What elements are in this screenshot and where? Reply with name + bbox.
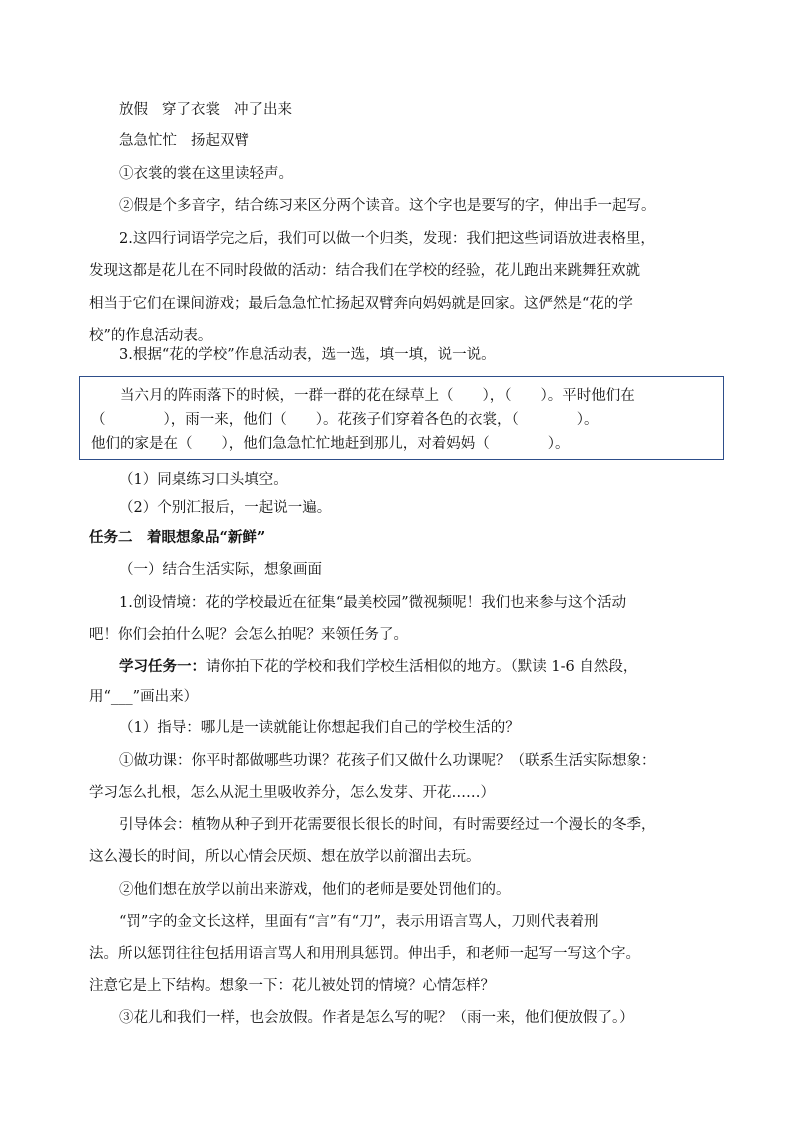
fa-char-line-1: “罚”字的金文长这样，里面有“言”有“刀”，表示用语言骂人，刀则代表着刑 [119, 914, 599, 930]
guide-note-line-2: 这么漫长的时间，所以心情会厌烦、想在放学以前溜出去玩。 [89, 849, 481, 865]
step-1: （1）同桌练习口头填空。 [119, 472, 288, 488]
step-2: （2）个别汇报后，一起说一遍。 [119, 500, 332, 516]
paragraph-2-line-2: 发现这都是花儿在不同时段做的活动：结合我们在学校的经验，花儿跑出来跳舞狂欢就 [89, 263, 640, 279]
learning-task-label: 学习任务一： [119, 658, 206, 675]
fill-in-line-1: 当六月的阵雨落下的时候，一群一群的花在绿草上（ ），（ ）。平时他们在 [120, 388, 635, 404]
note-1: ①衣裳的裳在这里读轻声。 [119, 166, 293, 182]
word-chuanleyishang: 穿了衣裳 [162, 102, 220, 118]
point-1-line-2: 学习怎么扎根，怎么从泥土里吸收养分，怎么发芽、开花……） [89, 785, 495, 801]
word-fangjia: 放假 [119, 102, 148, 118]
fill-in-box [79, 376, 724, 460]
point-3: ③花儿和我们一样，也会放假。作者是怎么写的呢？（雨一来，他们便放假了。） [119, 1010, 634, 1026]
word-yangqishuangbi: 扬起双臂 [191, 133, 249, 149]
point-2: ②他们想在放学以前出来游戏，他们的老师是要处罚他们的。 [119, 882, 511, 898]
fa-char-line-2: 法。所以惩罚往往包括用语言骂人和用刑具惩罚。伸出手，和老师一起写一写这个字。 [89, 946, 640, 962]
guide-1: （1）指导：哪儿是一读就能让你想起我们自己的学校生活的？ [119, 720, 520, 736]
guide-note-line-1: 引导体会：植物从种子到开花需要很长很长的时间，有时需要经过一个漫长的冬季， [119, 817, 656, 833]
fill-in-line-3: 他们的家是在（ ），他们急急忙忙地赶到那儿，对着妈妈（ ）。 [91, 436, 570, 452]
paragraph-2-line-1: 2.这四行词语学完之后，我们可以做一个归类，发现：我们把这些词语放进表格里， [119, 231, 655, 247]
learning-task-1-cont: 用“___”画出来） [89, 689, 199, 705]
word-row-2 [119, 131, 709, 151]
learning-task-text: 请你拍下花的学校和我们学校生活相似的地方。（默读 1-6 自然段， [206, 659, 638, 675]
fa-char-line-3: 注意它是上下结构。想象一下：花儿被处罚的情境？心情怎样？ [89, 978, 495, 994]
learning-task-1 [119, 657, 709, 677]
paragraph-2-line-3: 相当于它们在课间游戏；最后急急忙忙扬起双臂奔向妈妈就是回家。这俨然是“花的学 [89, 296, 633, 312]
fill-in-line-2: （ ），雨一来，他们（ ）。花孩子们穿着各色的衣裳，（ ）。 [91, 412, 599, 428]
word-chongleuchulai: 冲了出来 [234, 102, 292, 118]
paragraph-3: 3.根据“花的学校”作息活动表，选一选，填一填，说一说。 [119, 347, 496, 363]
task-heading: 任务二 着眼想象品“新鲜” [89, 529, 266, 546]
word-row-1 [119, 100, 709, 120]
paragraph-2-line-4: 校”的作息活动表。 [89, 328, 213, 344]
word-jijimangmang: 急急忙忙 [119, 133, 177, 149]
paragraph-4-line-1: 1.创设情境：花的学校最近在征集“最美校园”微视频呢！我们也来参与这个活动 [119, 595, 627, 611]
sub-heading: （一）结合生活实际，想象画面 [119, 562, 322, 578]
point-1-line-1: ①做功课：你平时都做哪些功课？花孩子们又做什么功课呢？（联系生活实际想象： [119, 753, 656, 769]
paragraph-4-line-2: 吧！你们会拍什么呢？会怎么拍呢？来领任务了。 [89, 627, 408, 643]
note-2: ②假是个多音字，结合练习来区分两个读音。这个字也是要写的字，伸出手一起写。 [119, 198, 656, 214]
